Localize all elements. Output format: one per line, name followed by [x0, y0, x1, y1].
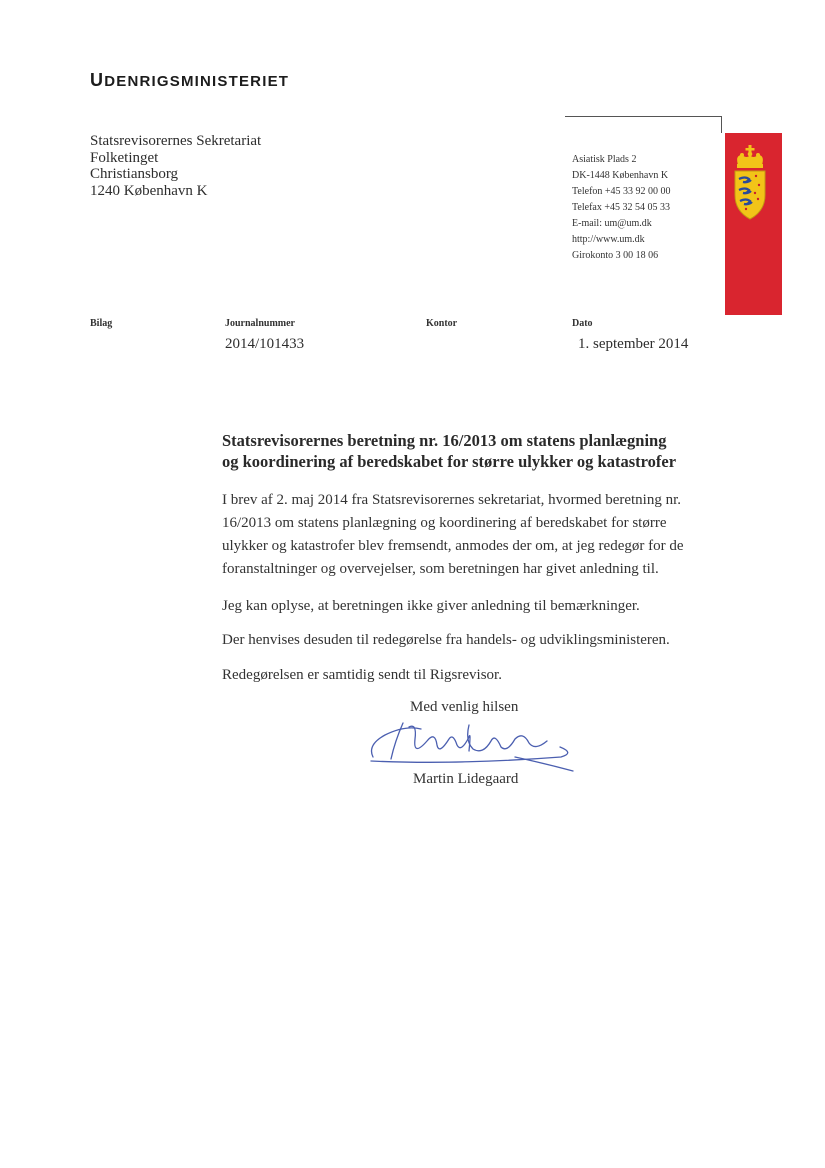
- recipient-line: Statsrevisorernes Sekretariat: [90, 133, 262, 149]
- contact-line: E-mail: um@um.dk: [572, 218, 652, 229]
- recipient-line: Christiansborg: [90, 166, 179, 182]
- sender-contact: [572, 152, 671, 264]
- recipient-line: 1240 København K: [90, 182, 208, 199]
- bilag-label: Bilag: [90, 318, 113, 329]
- journal-label: Journalnummer: [225, 318, 295, 329]
- crown-icon: [737, 145, 763, 168]
- body-line: ulykker og katastrofer blev fremsendt, anmodes der om, at jeg redegør for de: [222, 538, 684, 554]
- body-line: I brev af 2. maj 2014 fra Statsrevisorernes sekretariat, hvormed beretning nr.: [222, 492, 682, 508]
- header-rule-tick: [721, 116, 722, 133]
- closing-greeting: Med venlig hilsen: [410, 699, 519, 715]
- recipient-address: [90, 133, 261, 199]
- royal-crest-icon: [725, 143, 782, 253]
- body-line: 16/2013 om statens planlægning og koordinering af beredskabet for større: [222, 515, 667, 531]
- contact-line: Telefon +45 33 92 00 00: [572, 186, 671, 197]
- kontor-label: Kontor: [426, 318, 458, 329]
- contact-line: Asiatisk Plads 2: [572, 154, 637, 165]
- contact-line: Telefax +45 32 54 05 33: [572, 202, 670, 213]
- ministry-name: UDENRIGSMINISTERIET: [90, 70, 290, 90]
- body-paragraph-1: [222, 489, 742, 581]
- subject-heading: [222, 430, 742, 472]
- red-band: [725, 133, 782, 315]
- shield-icon: [735, 171, 765, 219]
- contact-line: DK-1448 København K: [572, 170, 669, 181]
- subject-line: og koordinering af beredskabet for større ulykker og katastrofer: [222, 452, 677, 471]
- header-rule: [565, 116, 722, 117]
- body-paragraph-4: Redegørelsen er samtidig sendt til Rigsrevisor.: [222, 667, 502, 683]
- letter-date: 1. september 2014: [578, 336, 689, 352]
- signatory-name: Martin Lidegaard: [413, 771, 519, 787]
- contact-line: Girokonto 3 00 18 06: [572, 250, 659, 261]
- journal-number: 2014/101433: [225, 336, 305, 352]
- recipient-line: Folketinget: [90, 149, 159, 166]
- subject-line: Statsrevisorernes beretning nr. 16/2013 om statens planlægning: [222, 431, 667, 450]
- body-line: foranstaltninger og overvejelser, som beretningen har givet anledning til.: [222, 561, 659, 577]
- signature-icon: [365, 705, 580, 775]
- body-paragraph-2: Jeg kan oplyse, at beretningen ikke giver anledning til bemærkninger.: [222, 598, 640, 614]
- dato-label: Dato: [572, 318, 593, 329]
- body-paragraph-3: Der henvises desuden til redegørelse fra handels- og udviklingsministeren.: [222, 632, 670, 648]
- contact-line: http://www.um.dk: [572, 234, 645, 245]
